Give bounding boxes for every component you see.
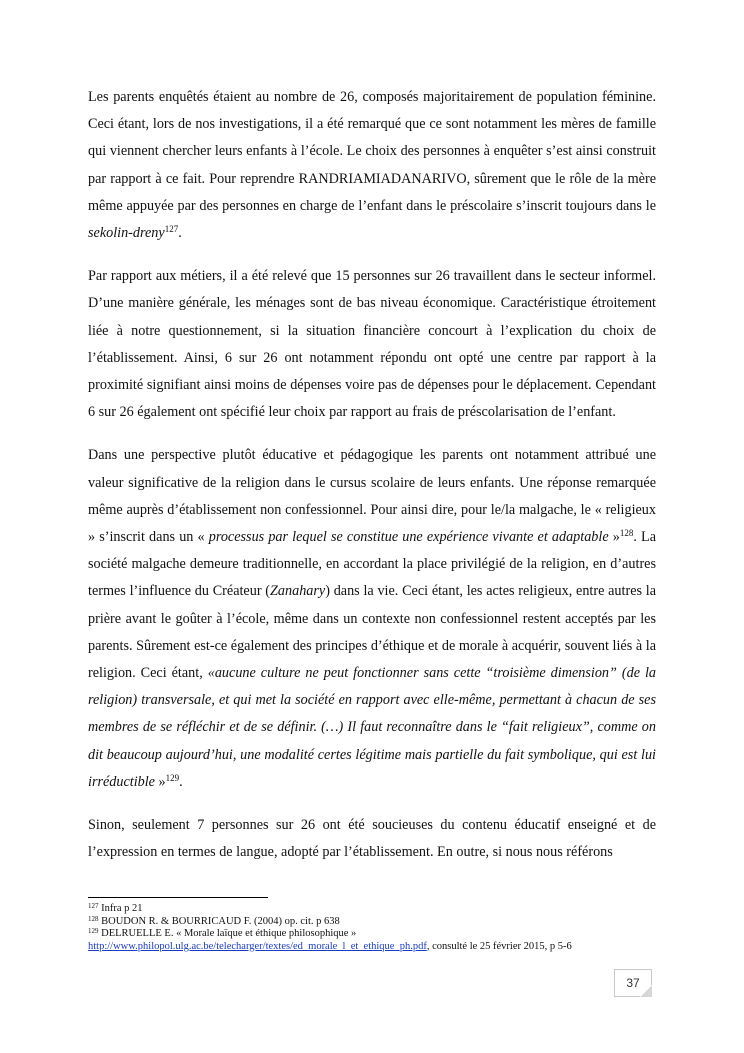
footnote-number: 127 <box>88 902 99 910</box>
text-run: . <box>179 773 183 790</box>
footnote-link-suffix: , consulté le 25 février 2015, p 5-6 <box>426 940 572 952</box>
footnote-128 <box>88 916 708 929</box>
footnote-separator <box>88 897 268 898</box>
footnote-ref-129[interactable]: 129 <box>165 772 180 783</box>
italic-quote: processus par lequel se constitue une expérience vivante et adaptable <box>208 529 609 546</box>
paragraph-4 <box>88 812 656 866</box>
text-run: . La société malgache demeure traditionnelle, en accordant la place privilégié de la religion, en d’autres termes l’influence du Créateur ( <box>88 529 657 600</box>
page-number-box <box>614 969 652 997</box>
text-run: Les parents enquêtés étaient au nombre de 26, composés majoritairement de population féminine. Ceci étant, lors de nos investigations, il a été remarqué que ce sont notamment les mères de famille qui viennent chercher leurs enfants à l’école. Le choix des personnes à enquêter s’est ainsi construit par rapport à ce fait. Pour reprendre RANDRIAMIADANARIVO, sûrement que le rôle de la mère même appuyée par des personnes en charge de l’enfant dans le préscolaire s’inscrit toujours dans le <box>88 89 656 214</box>
footnote-127 <box>88 903 708 916</box>
italic-quote: «aucune culture ne peut fonctionner sans cette “troisième dimension” (de la religion) transversale, et qui met la société en rapport avec elle-même, permettant à chacun de ses membres de se réfléchir et de se définir. (…) Il faut reconnaître dans le “fait religieux”, comme on dit beaucoup aujourd’hui, une modalité certes légitime mais partielle du fait symbolique, qui est lui irréductible <box>88 665 657 790</box>
italic-term: sekolin-dreny <box>88 225 165 242</box>
footnotes <box>88 903 708 953</box>
paragraph-3 <box>88 442 656 796</box>
page-curl-icon <box>640 985 652 997</box>
footnote-text: Infra p 21 <box>98 903 143 914</box>
paragraph-2 <box>88 263 656 426</box>
text-run: ) dans la vie. Ceci étant, les actes religieux, entre autres la prière avant le goûter à l’école, même dans un contexte non confessionnel restent acceptés par les parents. Sûrement est-ce également des principes d’éthique et de morale à acquérir, souvent liés à la religion. Ceci étant, <box>88 583 657 682</box>
footnote-ref-128[interactable]: 128 <box>619 528 634 539</box>
footnote-129 <box>88 928 708 941</box>
text-run: Par rapport aux métiers, il a été relevé que 15 personnes sur 26 travaillent dans le secteur informel. D’une manière générale, les ménages sont de bas niveau économique. Caractéristique étroitement liée à notre questionnement, si la situation financière concourt à l’explication du choix de l’établissement. Ainsi, 6 sur 26 ont notamment répondu ont opté une centre par rapport à la proximité signifiant ainsi moins de dépenses voire pas de dépenses pour le déplacement. Cependant 6 sur 26 également ont spécifié leur choix par rapport au frais de préscolarisation de l’enfant. <box>88 268 656 421</box>
paragraph-1 <box>88 84 656 247</box>
text-run: . <box>178 225 182 242</box>
page-number: 37 <box>626 976 640 990</box>
text-run: » <box>608 529 620 546</box>
footnote-number: 128 <box>88 914 99 923</box>
footnote-text: DELRUELLE E. « Morale laïque et éthique philosophique » <box>98 928 357 939</box>
footnote-text: BOUDON R. & BOURRICAUD F. (2004) op. cit. p 638 <box>98 915 340 927</box>
text-run: Sinon, seulement 7 personnes sur 26 ont été soucieuses du contenu éducatif enseigné et de l’expression en termes de langue, adopté par l’établissement. En outre, si nous nous référons <box>88 817 656 861</box>
text-run: Dans une perspective plutôt éducative et pédagogique les parents ont notamment attribué une valeur significative de la religion dans le cursus scolaire de leurs enfants. Une réponse remarquée même auprès d’établissement non confessionnel. Pour ainsi dire, pour le/la malgache, le « religieux » s’inscrit dans un « <box>88 447 656 546</box>
footnote-129-link-line <box>88 941 708 954</box>
italic-term: Zanahary <box>270 583 326 600</box>
footnote-ref-127[interactable]: 127 <box>164 224 179 235</box>
footnote-number: 129 <box>88 927 99 935</box>
body-text <box>88 84 656 882</box>
footnote-link[interactable]: http://www.philopol.ulg.ac.be/telecharger/textes/ed_morale_l_et_ethique_ph.pdf <box>88 940 427 952</box>
text-run: » <box>154 773 166 790</box>
